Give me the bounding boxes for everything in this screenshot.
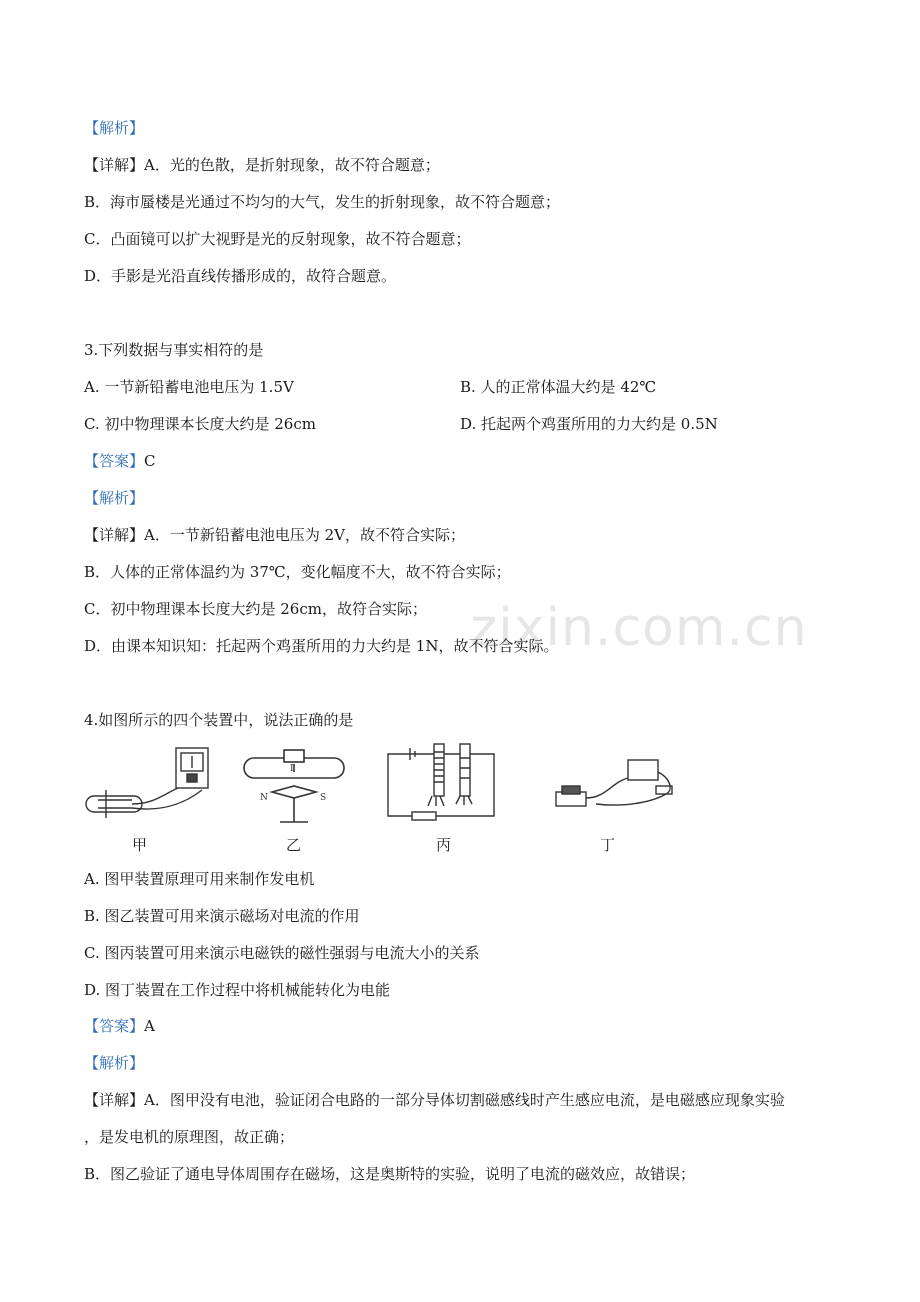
south-pole-mark: S [320, 793, 327, 803]
option-d: D. 托起两个鸡蛋所用的力大约是 0.5N [460, 415, 718, 433]
answer-value: A [144, 1017, 155, 1035]
detail-line-a [84, 525, 465, 545]
detail-tag: 【详解】 [84, 156, 145, 174]
detail-line-a [84, 155, 440, 175]
answer-value: C [144, 452, 156, 470]
figure-yi-diagram [234, 738, 354, 828]
figure-jia-diagram [84, 738, 214, 828]
detail-line-c: C．初中物理课本长度大约是 26cm，故符合实际； [84, 600, 427, 618]
analysis-tag: 【解析】 [84, 1054, 145, 1072]
figure-label-jia: 甲 [132, 836, 148, 854]
watermark: zixin.com.cn [470, 598, 808, 658]
detail-text: A．光的色散，是折射现象，故不符合题意； [144, 156, 440, 174]
answer-line [84, 451, 156, 471]
option-b: B. 图乙装置可用来演示磁场对电流的作用 [84, 907, 360, 925]
detail-line-d: D．手影是光沿直线传播形成的，故符合题意。 [84, 267, 397, 285]
figure-label-yi: 乙 [286, 836, 302, 854]
wire-mark: I [290, 764, 294, 774]
question-3-stem: 3.下列数据与事实相符的是 [84, 341, 264, 359]
detail-line-c: C．凸面镜可以扩大视野是光的反射现象，故不符合题意； [84, 230, 471, 248]
detail-line-a [84, 1090, 785, 1110]
detail-text: A．图甲没有电池，验证闭合电路的一部分导体切割磁感线时产生感应电流，是电磁感应现象实验 [144, 1091, 785, 1109]
option-a: A. 一节新铅蓄电池电压为 1.5V [84, 378, 294, 396]
option-c: C. 初中物理课本长度大约是 26cm [84, 415, 316, 433]
apparatus-figure [84, 738, 704, 856]
figure-ding-diagram [546, 738, 686, 828]
option-a: A. 图甲装置原理可用来制作发电机 [84, 870, 315, 888]
detail-line-b: B．人体的正常体温约为 37℃，变化幅度不大，故不符合实际； [84, 563, 511, 581]
detail-text: A．一节新铅蓄电池电压为 2V，故不符合实际； [144, 526, 465, 544]
question-4-stem: 4.如图所示的四个装置中，说法正确的是 [84, 711, 354, 729]
answer-tag: 【答案】 [84, 1017, 145, 1035]
detail-line-d: D．由课本知识知：托起两个鸡蛋所用的力大约是 1N，故不符合实际。 [84, 637, 559, 655]
figure-label-ding: 丁 [600, 836, 616, 854]
detail-tag: 【详解】 [84, 1091, 145, 1109]
figure-bing-diagram [382, 738, 512, 828]
north-pole-mark: N [260, 793, 268, 803]
option-c: C. 图丙装置可用来演示电磁铁的磁性强弱与电流大小的关系 [84, 944, 480, 962]
analysis-tag: 【解析】 [84, 119, 145, 137]
option-b: B. 人的正常体温大约是 42℃ [460, 378, 657, 396]
detail-line-b: B．海市蜃楼是光通过不均匀的大气，发生的折射现象，故不符合题意； [84, 193, 561, 211]
analysis-tag: 【解析】 [84, 489, 145, 507]
figure-label-bing: 丙 [436, 836, 452, 854]
detail-line-b: B．图乙验证了通电导体周围存在磁场，这是奥斯特的实验，说明了电流的磁效应，故错误； [84, 1165, 696, 1183]
detail-tag: 【详解】 [84, 526, 145, 544]
option-d: D. 图丁装置在工作过程中将机械能转化为电能 [84, 981, 391, 999]
detail-line-a-cont: ，是发电机的原理图，故正确； [84, 1128, 295, 1146]
answer-tag: 【答案】 [84, 452, 145, 470]
answer-line [84, 1016, 155, 1036]
